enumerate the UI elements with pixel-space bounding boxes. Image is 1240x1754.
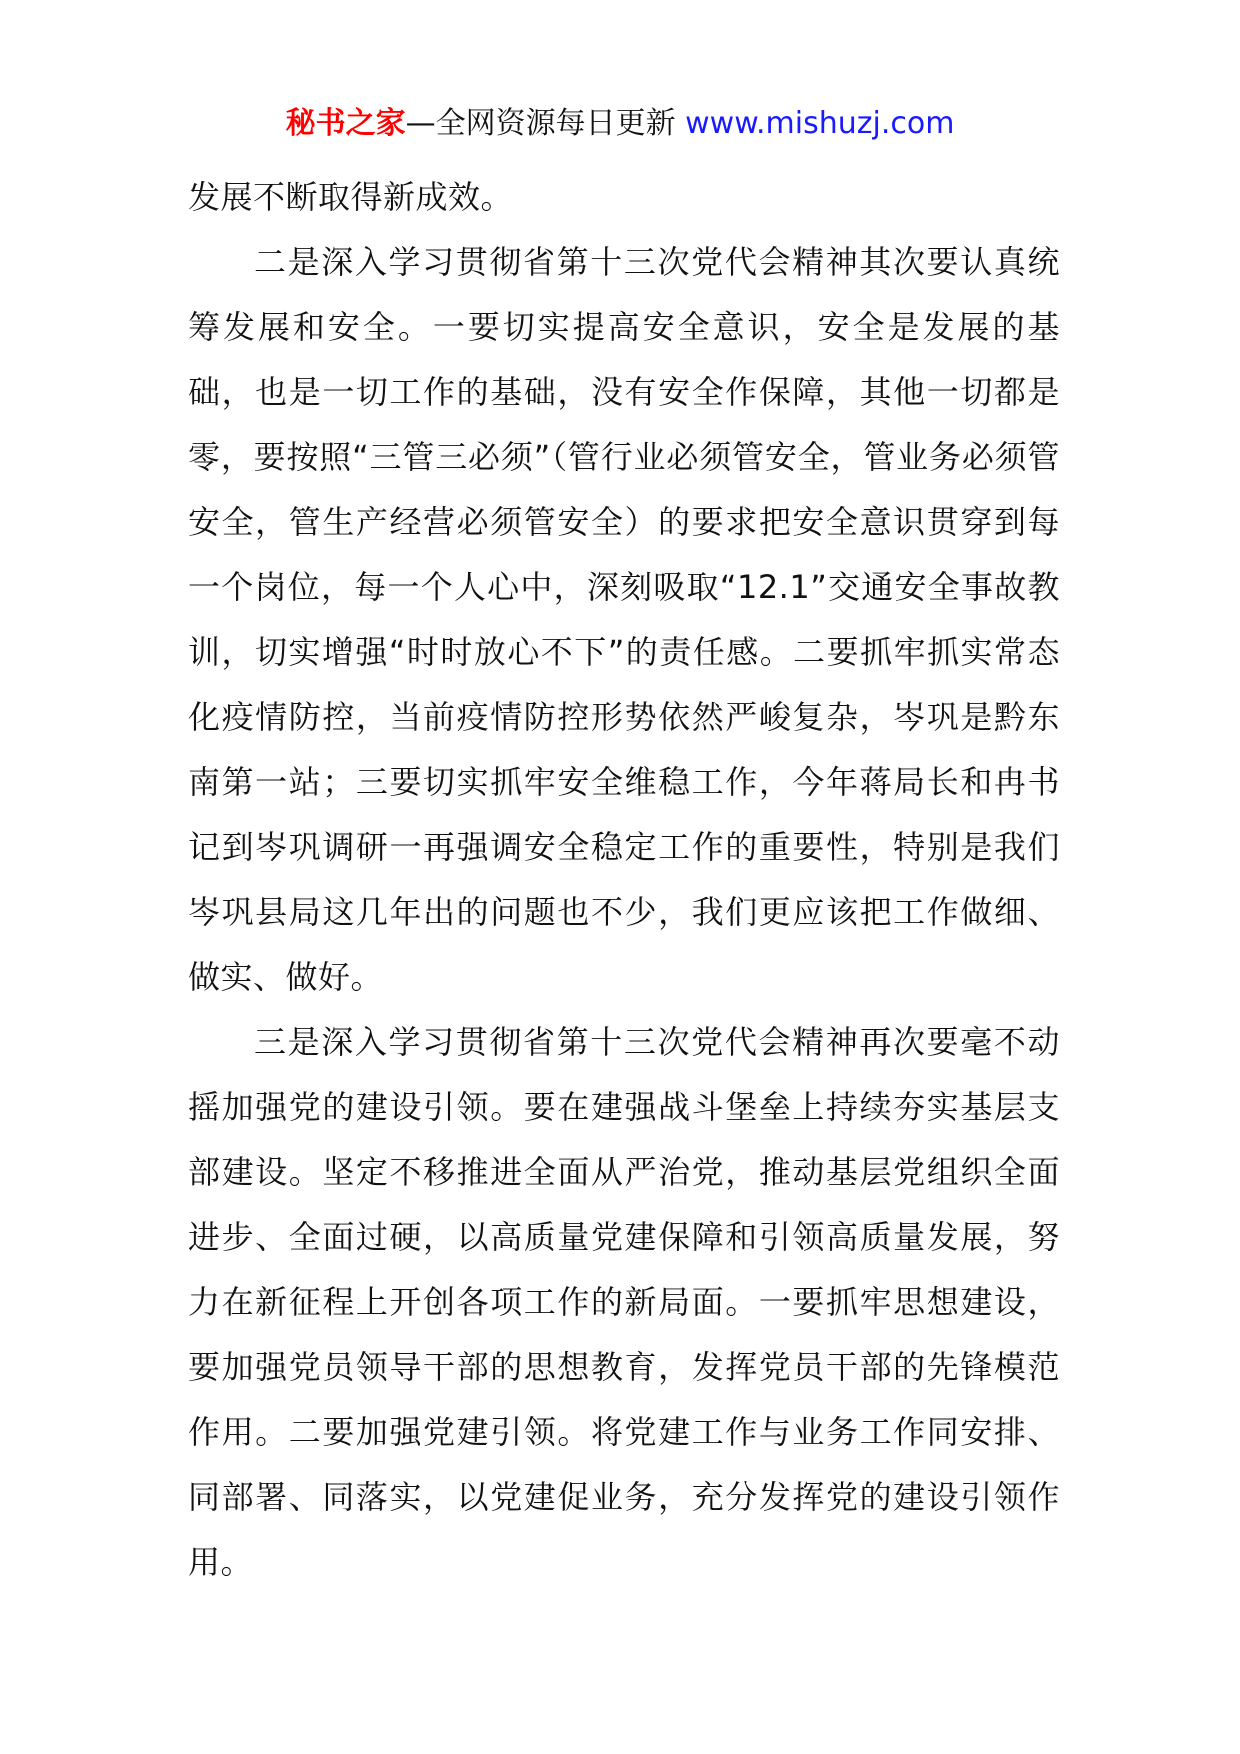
paragraph-continuation: 发展不断取得新成效。	[188, 178, 514, 216]
document-body	[188, 165, 1060, 1595]
header-slogan: —全网资源每日更新	[405, 106, 676, 141]
paragraph-party-building: 三是深入学习贯彻省第十三次党代会精神再次要毫不动摇加强党的建设引领。要在建强战斗堡垒上持续夯实基层支部建设。坚定不移推进全面从严治党，推动基层党组织全面进步、全面过硬，以高质量党建保障和引领高质量发展，努力在新征程上开创各项工作的新局面。一要抓牢思想建设，要加强党员领导干部的思想教育，发挥党员干部的先锋模范作用。二要加强党建引领。将党建工作与业务工作同安排、同部署、同落实，以党建促业务，充分发挥党的建设引领作用。	[188, 1023, 1060, 1581]
site-url-link[interactable]: www.mishuzj.com	[685, 106, 955, 141]
paragraph-safety: 二是深入学习贯彻省第十三次党代会精神其次要认真统筹发展和安全。一要切实提高安全意识，安全是发展的基础，也是一切工作的基础，没有安全作保障，其他一切都是零，要按照“三管三必须”（管行业必须管安全，管业务必须管安全，管生产经营必须管安全）的要求把安全意识贯穿到每一个岗位，每一个人心中，深刻吸取“12.1”交通安全事故教训，切实增强“时时放心不下”的责任感。二要抓牢抓实常态化疫情防控，当前疫情防控形势依然严峻复杂，岑巩是黔东南第一站；三要切实抓牢安全维稳工作，今年蒋局长和冉书记到岑巩调研一再强调安全稳定工作的重要性，特别是我们岑巩县局这几年出的问题也不少，我们更应该把工作做细、做实、做好。	[188, 243, 1060, 996]
site-header	[0, 104, 1240, 144]
brand-name: 秘书之家	[285, 106, 406, 141]
